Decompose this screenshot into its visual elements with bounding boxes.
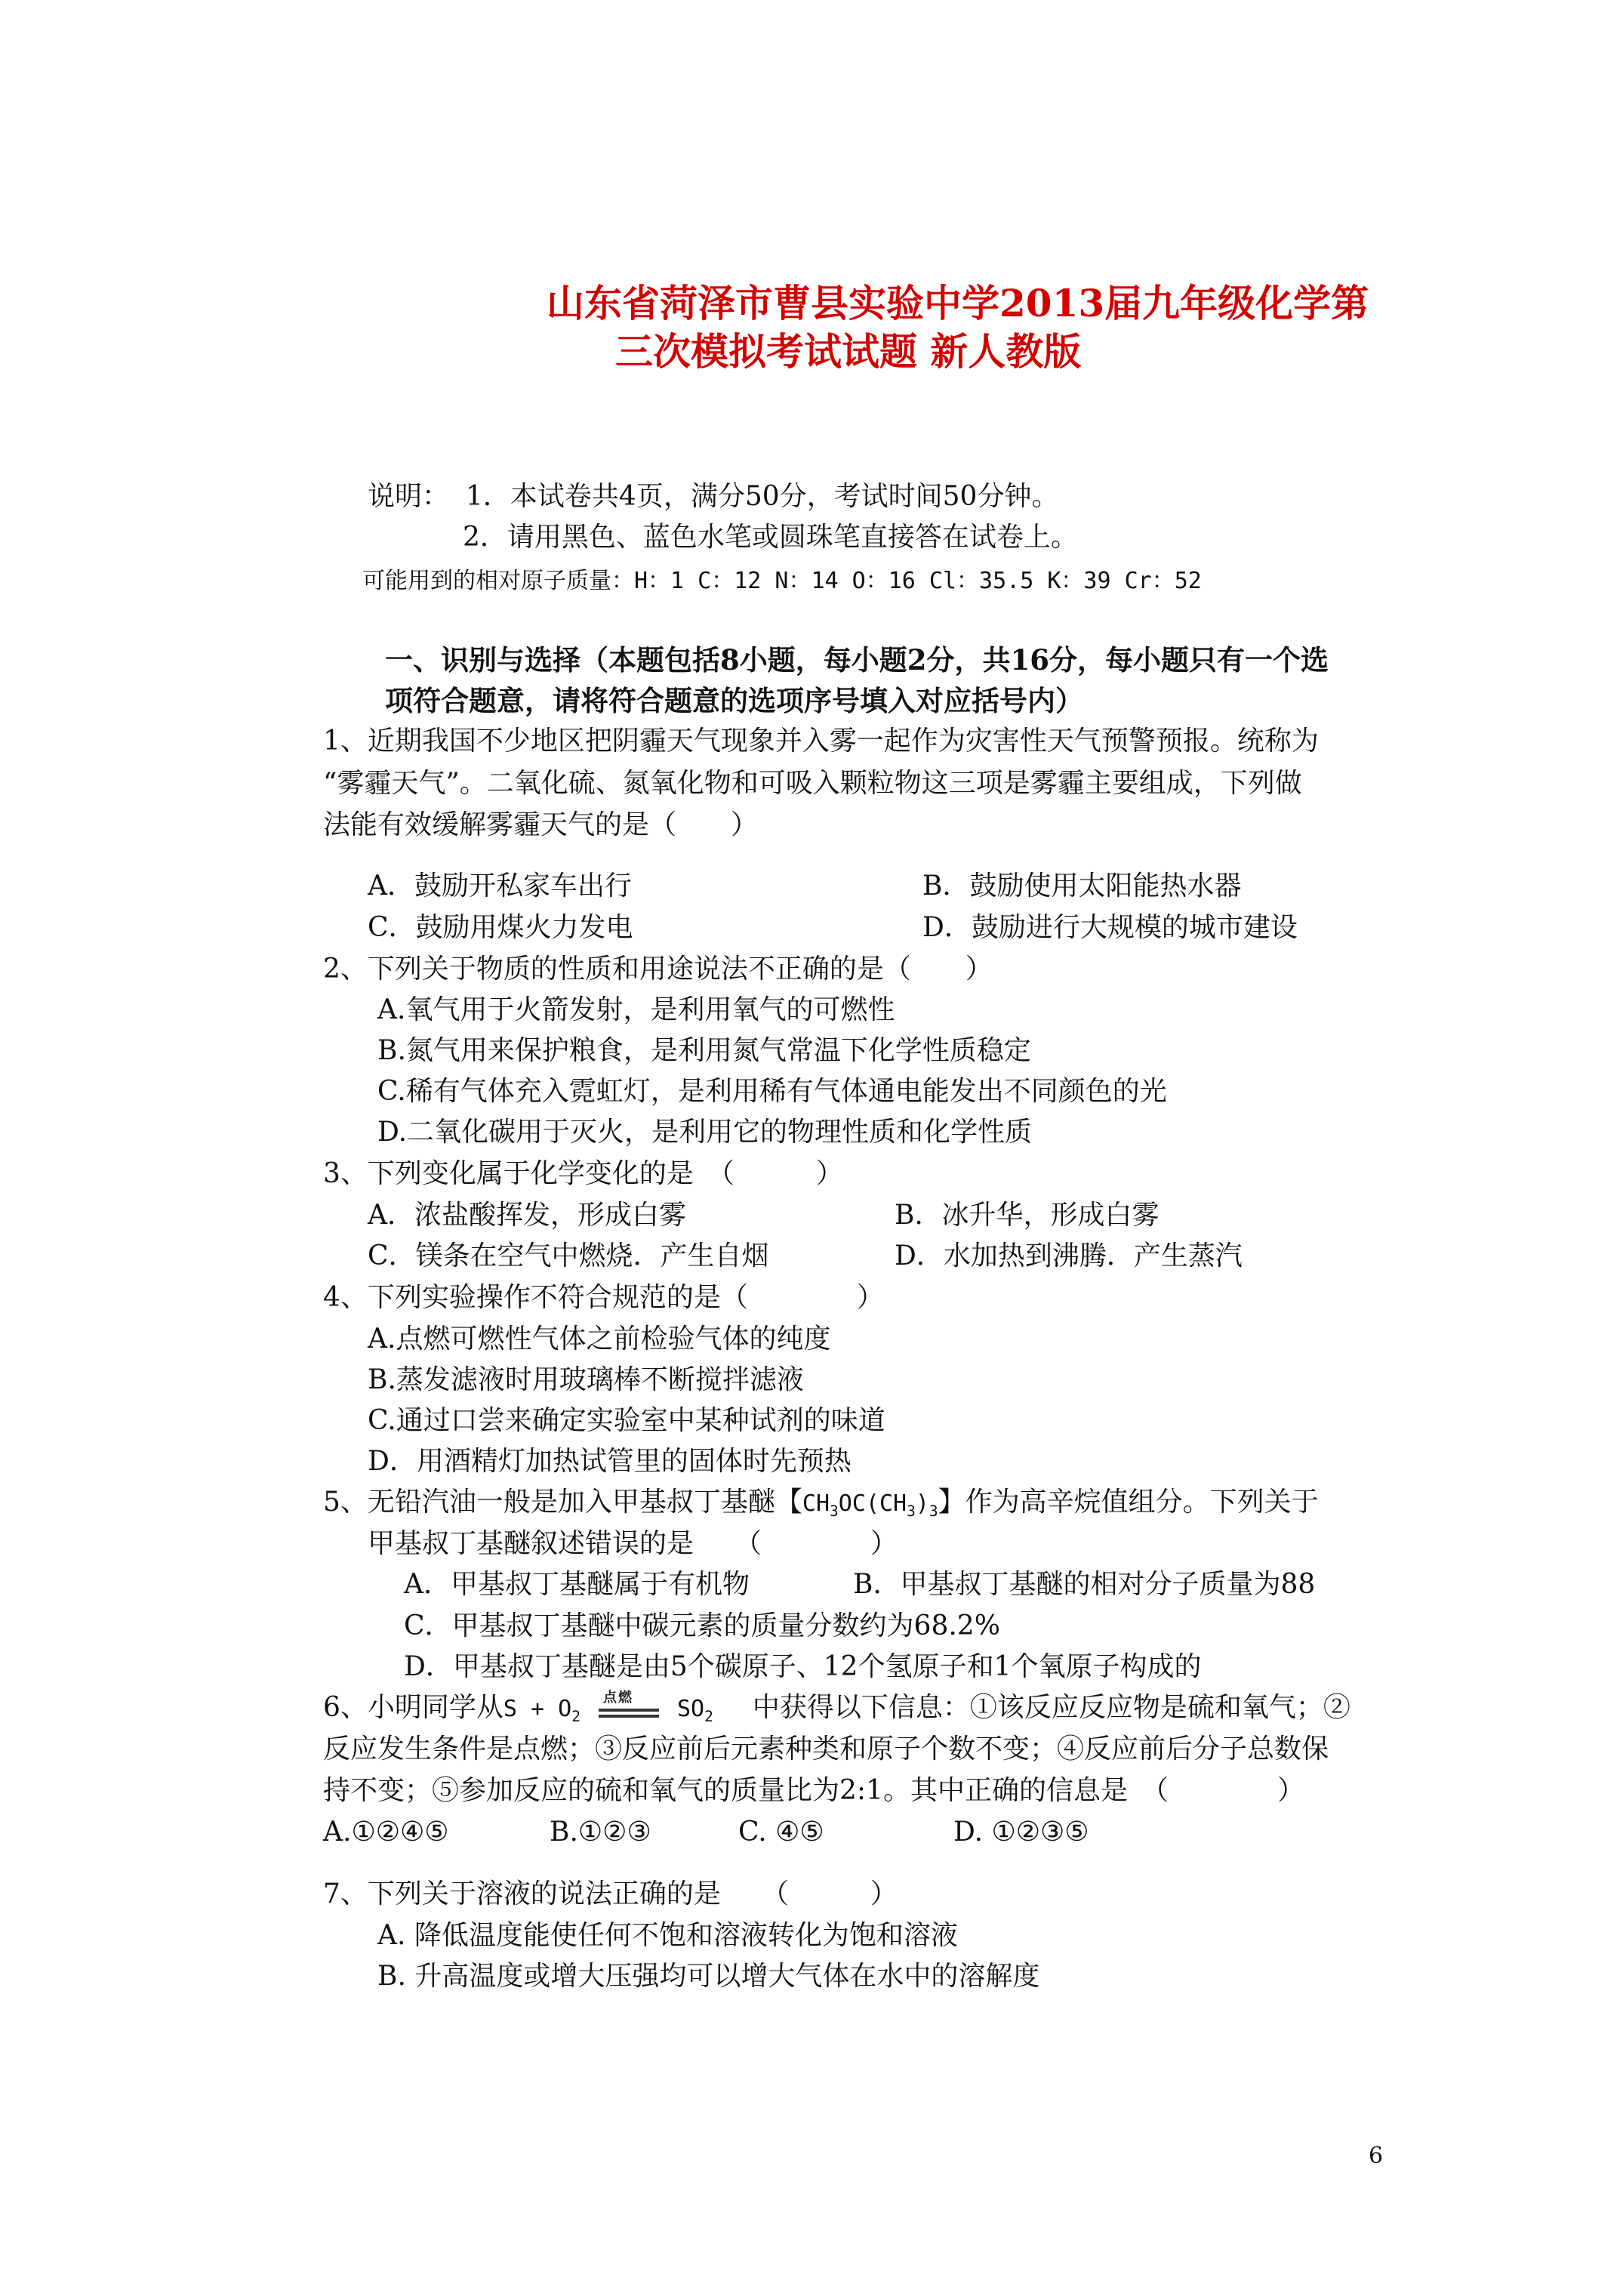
question-2-option-c: C.稀有气体充入霓虹灯，是利用稀有气体通电能发出不同颜色的光 (377, 1076, 1167, 1107)
question-1-option-d: D．鼓励进行大规模的城市建设 (922, 912, 1298, 943)
question-6-stem-line-3: 持不变；⑤参加反应的硫和氧气的质量比为2:1。其中正确的信息是 （ ） (323, 1775, 1304, 1806)
mtbe-formula: $CH_3OC(CH_3)_3$ (802, 1490, 938, 1520)
ignition-condition-label: 点燃 (602, 1690, 633, 1706)
question-4-option-d: D．用酒精灯加热试管里的固体时先预热 (368, 1446, 852, 1477)
question-5-option-b: B．甲基叔丁基醚的相对分子质量为88 (853, 1569, 1316, 1600)
question-1-stem-line-1: 1、近期我国不少地区把阴霾天气现象并入雾一起作为灾害性天气预警预报。统称为 (323, 726, 1319, 757)
question-5-option-c: C．甲基叔丁基醚中碳元素的质量分数约为68.2% (404, 1610, 1000, 1641)
exam-title-line-1: 山东省菏泽市曹县实验中学2013届九年级化学第 (547, 281, 1369, 325)
question-5-option-a: A．甲基叔丁基醚属于有机物 (404, 1569, 750, 1600)
question-5-stem-start: 5、无铅汽油一般是加入甲基叔丁基醚【 (323, 1487, 802, 1518)
question-6-stem-start: 6、小明同学从 (323, 1692, 504, 1723)
question-3-option-c: C．镁条在空气中燃烧．产生自烟 (368, 1240, 769, 1271)
section-heading-line-1: 一、识别与选择（本题包括8小题，每小题2分，共16分，每小题只有一个选 (385, 643, 1329, 676)
question-6-stem-end: 中获得以下信息：①该反应反应物是硫和氧气；② (752, 1692, 1350, 1723)
question-7-option-a: A. 降低温度能使任何不饱和溶液转化为饱和溶液 (377, 1920, 958, 1951)
question-5-stem-line-2: 甲基叔丁基醚叙述错误的是 （ ） (368, 1528, 898, 1559)
section-heading-line-2: 项符合题意，请将符合题意的选项序号填入对应括号内） (385, 684, 1083, 717)
question-4-option-b: B.蒸发滤液时用玻璃棒不断搅拌滤液 (368, 1364, 804, 1395)
question-6-option-b: B.①②③ (550, 1817, 651, 1848)
question-6-stem-line-2: 反应发生条件是点燃；③反应前后元素种类和原子个数不变；④反应前后分子总数保 (323, 1734, 1329, 1764)
question-4-option-c: C.通过口尝来确定实验室中某种试剂的味道 (368, 1405, 885, 1436)
instructions-label: 说明： (368, 481, 450, 512)
question-2-option-b: B.氮气用来保护粮食，是利用氮气常温下化学性质稳定 (377, 1035, 1031, 1066)
reaction-reactants: $S + O_2$ (503, 1696, 581, 1725)
question-3-option-b: B．冰升华，形成白雾 (895, 1200, 1160, 1231)
question-7-option-b: B. 升高温度或增大压强均可以增大气体在水中的溶解度 (377, 1961, 1040, 1992)
page-number: 6 (1369, 2143, 1384, 2169)
question-1-option-a: A．鼓励开私家车出行 (368, 871, 632, 901)
reaction-product: $SO_2$ (676, 1696, 713, 1725)
instructions-line-1 (368, 480, 1058, 513)
question-1-option-b: B．鼓励使用太阳能热水器 (922, 871, 1242, 901)
question-3-option-a: A．浓盐酸挥发，形成白雾 (368, 1200, 686, 1231)
atomic-masses: 可能用到的相对原子质量：H：1 C：12 N：14 O：16 Cl：35.5 K：39 Cr：52 (362, 568, 1202, 594)
question-4-stem: 4、下列实验操作不符合规范的是（ ） (323, 1282, 884, 1313)
question-6-option-d: D. ①②③⑤ (953, 1817, 1089, 1848)
question-1-stem-line-2: “雾霾天气”。二氧化硫、氮氧化物和可吸入颗粒物这三项是雾霾主要组成，下列做 (323, 768, 1302, 799)
instruction-2: 2．请用黑色、蓝色水笔或圆珠笔直接答在试卷上。 (463, 522, 1078, 553)
question-2-option-d: D.二氧化碳用于灭火，是利用它的物理性质和化学性质 (377, 1117, 1033, 1148)
question-4-option-a: A.点燃可燃性气体之前检验气体的纯度 (368, 1324, 831, 1354)
exam-title-line-2: 三次模拟考试试题 新人教版 (615, 329, 1082, 374)
question-5-stem-line-1 (323, 1486, 1319, 1528)
reaction-condition-sign (599, 1690, 659, 1721)
question-1-stem-line-3: 法能有效缓解雾霾天气的是（ ） (323, 809, 759, 840)
question-3-option-d: D．水加热到沸腾．产生蒸汽 (895, 1240, 1243, 1271)
question-2-option-a: A.氧气用于火箭发射，是利用氧气的可燃性 (377, 994, 895, 1025)
question-1-option-c: C．鼓励用煤火力发电 (368, 912, 633, 943)
question-5-stem-end: 】作为高辛烷值组分。下列关于 (938, 1487, 1319, 1518)
question-5-option-d: D．甲基叔丁基醚是由5个碳原子、12个氢原子和1个氧原子构成的 (404, 1651, 1202, 1682)
question-7-stem: 7、下列关于溶液的说法正确的是 （ ） (323, 1878, 898, 1909)
question-6-option-c: C. ④⑤ (738, 1817, 824, 1848)
question-2-stem: 2、下列关于物质的性质和用途说法不正确的是（ ） (323, 954, 993, 985)
question-6-stem-line-1 (323, 1691, 1350, 1734)
instruction-1: 1．本试卷共4页，满分50分，考试时间50分钟。 (466, 481, 1059, 512)
question-3-stem: 3、下列变化属于化学变化的是 （ ） (323, 1158, 843, 1189)
question-6-option-a: A.①②④⑤ (323, 1817, 449, 1848)
